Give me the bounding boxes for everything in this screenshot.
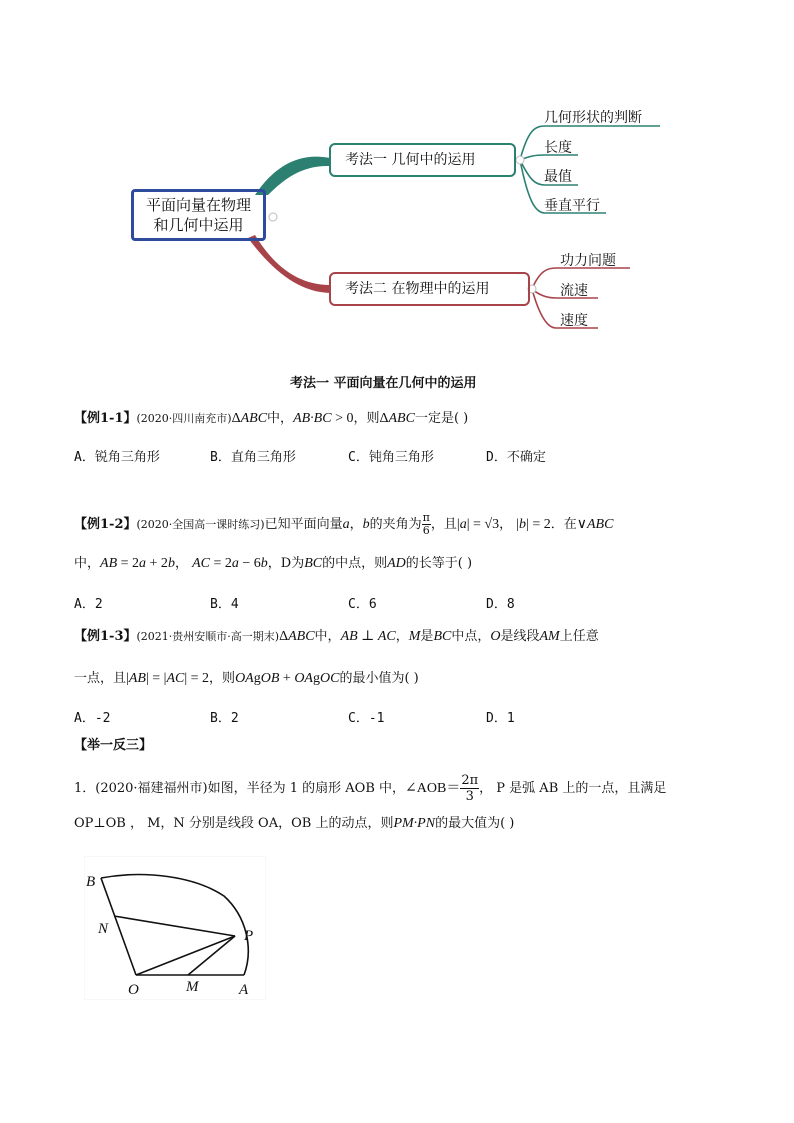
text: 中， (74, 556, 101, 571)
mindmap-branch1-label: 考法一 几何中的运用 (345, 152, 476, 168)
branch1-connector (255, 157, 330, 195)
example-tag: 【例1-1】 (74, 411, 137, 426)
math-expr: M (408, 629, 421, 644)
text: 中， (267, 411, 294, 426)
math-expr: > 0 (331, 411, 354, 426)
math-expr: b (362, 517, 370, 532)
text: ，D为 (267, 556, 305, 571)
practice-heading: 【举一反三】 (74, 738, 153, 753)
option-b[interactable]: B．2 (210, 711, 239, 726)
mindmap-branch2-label: 考法二 在物理中的运用 (345, 281, 490, 297)
mindmap-root-line2: 和几何中运用 (153, 216, 244, 234)
practice-q1-line2 (74, 815, 514, 833)
option-a[interactable]: A．锐角三角形 (74, 450, 160, 465)
math-expr: a (342, 517, 350, 532)
example-1-2-line1: 【例1-2】(2020·全国高一课时练习)已知平面向量a，b的夹角为 $\frac{\pi}{6}$ ，且|a| = √3， |b| = 2．在∨ABC (74, 511, 614, 537)
branch2-connector (248, 235, 330, 293)
option-c[interactable]: C．6 (348, 597, 377, 612)
option-d[interactable]: D．不确定 (486, 450, 546, 465)
text: 是 (420, 629, 434, 644)
label-o: O (128, 982, 139, 998)
math-expr: AB·BC (293, 411, 332, 426)
option-d[interactable]: D．8 (486, 597, 515, 612)
text: OP⊥OB ， M，N 分别是线段 OA，OB 上的动点，则 (74, 816, 394, 831)
mindmap-leaf[interactable]: 垂直平行 (544, 198, 600, 214)
text: 中， (314, 629, 341, 644)
label-b: B (86, 874, 96, 890)
text: ，则 (209, 671, 236, 686)
mindmap-root-line1: 平面向量在物理 (145, 196, 251, 214)
text: 是线段 (500, 629, 540, 644)
option-d[interactable]: D．1 (486, 711, 515, 726)
math-expr: ΔABC (279, 629, 315, 644)
option-c[interactable]: C．钝角三角形 (348, 450, 434, 465)
text: ， (395, 629, 409, 644)
math-expr: PM·PN (393, 816, 436, 831)
fraction: $\frac{2\pi}{3}$ (461, 773, 479, 804)
branch1-collapse-dot[interactable] (516, 156, 524, 164)
option-a[interactable]: A．2 (74, 597, 103, 612)
mindmap-leaf[interactable]: 功力问题 (560, 253, 616, 269)
fraction: $\frac{\pi}{6}$ (422, 511, 430, 537)
math-expr: ∨ABC (576, 517, 614, 532)
mindmap-leaf[interactable]: 流速 (560, 283, 588, 299)
math-expr: ∠AOB＝ (405, 781, 461, 796)
example-source: (2020·全国高一课时练习) (136, 518, 265, 531)
text: 中点， (451, 629, 491, 644)
example-1-2-line2: 中，AB = 2a + 2b， AC = 2a − 6b，D为BC的中点，则AD的长等于( ) (74, 556, 473, 571)
text: 的中点，则 (322, 556, 388, 571)
text: 的夹角为 (369, 517, 422, 532)
text: ．在 (550, 517, 577, 532)
text: ， P 是弧 AB 上的一点，且满足 (479, 781, 667, 796)
text: 已知平面向量 (264, 517, 343, 532)
option-b[interactable]: B．直角三角形 (210, 450, 296, 465)
mindmap-leaf[interactable]: 速度 (560, 313, 588, 329)
example-tag: 【例1-3】 (74, 629, 137, 644)
math-expr: |b| = 2 (516, 517, 551, 532)
sector-figure (84, 856, 266, 1000)
math-expr: OAgOB + OAgOC (235, 671, 340, 686)
text: ，则 (353, 411, 380, 426)
math-expr: BC (304, 556, 323, 571)
mindmap-branch1[interactable] (329, 143, 516, 177)
mindmap-leaf[interactable]: 长度 (544, 140, 572, 156)
example-1-3-line1 (74, 628, 599, 646)
math-expr: BC (433, 629, 452, 644)
math-expr: AM (539, 629, 560, 644)
math-expr: AB ⊥ AC (340, 629, 396, 644)
math-expr: ΔABC (379, 411, 415, 426)
mindmap-branch2[interactable] (329, 272, 530, 306)
label-n: N (98, 921, 109, 937)
mindmap-leaf[interactable]: 最值 (544, 169, 572, 185)
math-expr: = 2a + 2b (117, 556, 175, 571)
math-expr: AD (387, 556, 406, 571)
example-tag: 【例1-2】 (74, 517, 137, 532)
label-p: P (244, 928, 254, 944)
math-expr: |a| = √3 (456, 517, 500, 532)
example-source: (2020·四川南充市) (136, 412, 232, 425)
example-1-1 (74, 410, 468, 428)
math-expr: |AB| = |AC| = 2 (126, 671, 210, 686)
example-source: (2021·贵州安顺市·高一期末) (136, 630, 280, 643)
mindmap-leaf[interactable]: 几何形状的判断 (544, 110, 642, 126)
math-expr: ΔABC (231, 411, 268, 426)
practice-q1-line1 (74, 773, 666, 804)
label-a: A (239, 982, 249, 998)
section-title: 考法一 平面向量在几何中的运用 (290, 376, 477, 391)
text: 上任意 (559, 629, 599, 644)
example-1-3-line2 (74, 670, 419, 688)
text: 一点，且 (74, 671, 127, 686)
text: 的最大值为( ) (435, 816, 515, 831)
math-expr: AB (100, 556, 118, 571)
label-m: M (186, 979, 199, 995)
text: 1．(2020·福建福州市)如图，半径为 1 的扇形 AOB 中， (74, 781, 406, 796)
text: 一定是( ) (414, 411, 469, 426)
text: ，且 (430, 517, 457, 532)
text: 的最小值为( ) (339, 671, 419, 686)
option-a[interactable]: A．-2 (74, 711, 111, 726)
option-b[interactable]: B．4 (210, 597, 239, 612)
root-collapse-dot[interactable] (269, 213, 277, 221)
option-c[interactable]: C．-1 (348, 711, 385, 726)
text: 的长等于( ) (405, 556, 473, 571)
math-expr: = 2a − 6b (209, 556, 268, 571)
math-expr: AC (192, 556, 210, 571)
math-expr: O (490, 629, 501, 644)
mindmap-root[interactable] (131, 189, 266, 241)
